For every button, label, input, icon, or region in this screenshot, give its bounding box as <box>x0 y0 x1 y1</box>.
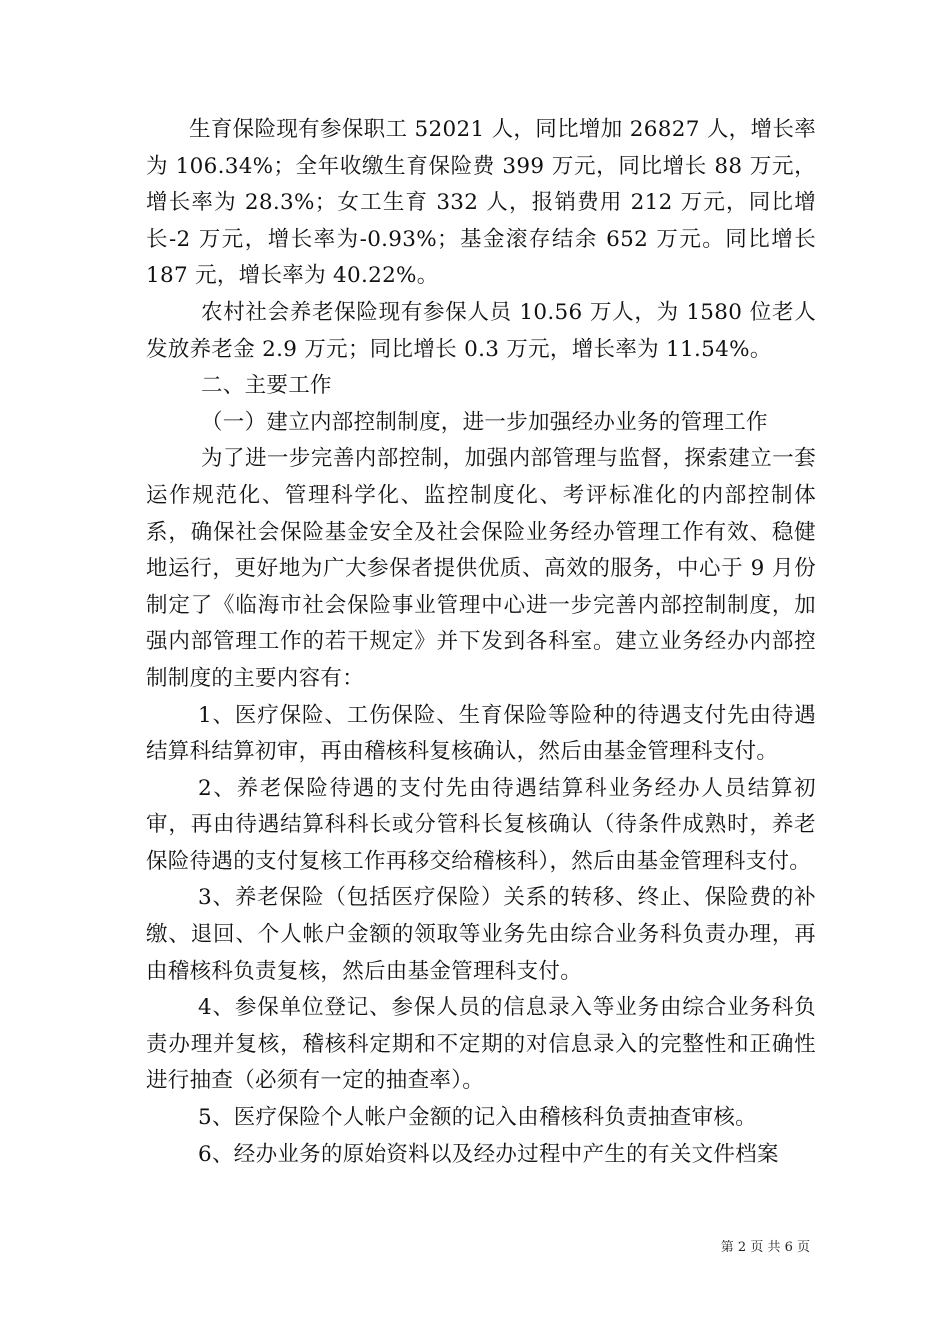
list-item-5: 5、医疗保险个人帐户金额的记入由稽核科负责抽查审核。 <box>198 1105 757 1131</box>
list-item-1: 1、医疗保险、工伤保险、生育保险等险种的待遇支付先由待遇结算科结算初审，再由稽核科复核确认，然后由基金管理科支付。 <box>146 702 816 765</box>
paragraph-rural-pension: 农村社会养老保险现有参保人员 10.56 万人，为 1580 位老人发放养老金 2.9 万元；同比增长 0.3 万元，增长率为 11.54%。 <box>146 299 816 362</box>
list-item-6: 6、经办业务的原始资料以及经办过程中产生的有关文件档案 <box>198 1141 779 1167</box>
document-body <box>146 112 816 1173</box>
page-number-footer: 第 2 页 共 6 页 <box>720 1240 810 1255</box>
paragraph-internal-control-intro: 为了进一步完善内部控制，加强内部管理与监督，探索建立一套运作规范化、管理科学化、监控制度化、考评标准化的内部控制体系，确保社会保险基金安全及社会保险业务经办管理工作有效、稳健地运行，更好地为广大参保者提供优质、高效的服务，中心于 9 月份制定了《临海市社会保险事业管理中心进一步完善内部控制制度，加强内部管理工作的若干规定》并下发到各科室。建立业务经办内部控制制度的主要内容有： <box>146 446 816 691</box>
subsection-heading-internal-control: （一）建立内部控制制度，进一步加强经办业务的管理工作 <box>201 409 768 435</box>
list-item-4: 4、参保单位登记、参保人员的信息录入等业务由综合业务科负责办理并复核，稽核科定期和不定期的对信息录入的完整性和正确性进行抽查（必须有一定的抽查率）。 <box>146 995 816 1094</box>
paragraph-maternity-insurance: 生育保险现有参保职工 52021 人，同比增加 26827 人，增长率为 106.34%；全年收缴生育保险费 399 万元，同比增长 88 万元，增长率为 28.3%；女工生育 332 人，报销费用 212 万元，同比增长-2 万元，增长率为-0.93%；基金滚存结余 652 万元。同比增长 187 元，增长率为 40.22%。 <box>146 117 816 289</box>
section-heading-main-work: 二、主要工作 <box>201 373 332 399</box>
list-item-2: 2、养老保险待遇的支付先由待遇结算科业务经办人员结算初审，再由待遇结算科科长或分管科长复核确认（待条件成熟时，养老保险待遇的支付复核工作再移交给稽核科），然后由基金管理科支付。 <box>146 775 816 874</box>
list-item-3: 3、养老保险（包括医疗保险）关系的转移、终止、保险费的补缴、退回、个人帐户金额的领取等业务先由综合业务科负责办理，再由稽核科负责复核，然后由基金管理科支付。 <box>146 885 816 984</box>
